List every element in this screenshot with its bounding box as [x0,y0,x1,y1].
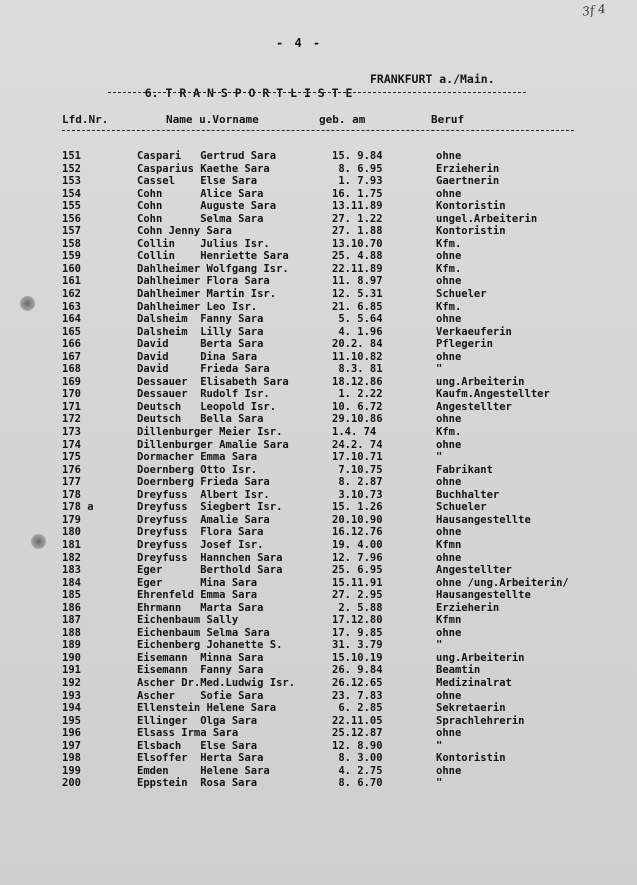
birth-date: 8. 2.87 [332,476,383,489]
row-number: 155 [62,200,81,213]
occupation: Kfmn [436,614,462,627]
person-name: Dahlheimer Martin Isr. [137,288,277,301]
birth-date: 27. 1.22 [332,212,383,225]
birth-date: 26.12.65 [332,676,383,689]
occupation: Kfmn [436,538,462,551]
birth-date: 17.10.71 [332,451,383,464]
birth-date: 18.12.86 [332,375,383,388]
person-name: Cohn Jenny Sara [137,225,232,238]
occupation: " [436,639,443,652]
birth-date: 7.10.75 [332,463,383,476]
person-name: Eichenbaum Sally [137,614,239,627]
birth-date: 8. 6.70 [332,777,383,790]
table-row [0,740,637,753]
row-number: 168 [62,363,81,376]
occupation: Sekretaerin [436,702,506,715]
row-number: 167 [62,350,81,363]
person-name: Eppstein Rosa Sara [137,777,258,790]
occupation: ohne [436,250,462,263]
row-number: 192 [62,676,81,689]
table-row [0,702,637,715]
row-number: 162 [62,288,81,301]
table-row [0,188,637,201]
person-name: Ascher Dr.Med.Ludwig Isr. [137,676,296,689]
person-name: David Berta Sara [137,338,264,351]
occupation: " [436,739,443,752]
column-header-job: Beruf [431,113,465,126]
row-number: 188 [62,626,81,639]
row-number: 174 [62,438,81,451]
birth-date: 15.10.19 [332,651,383,664]
punch-hole-bottom [31,534,46,549]
occupation: Hausangestellte [436,513,531,526]
row-number: 175 [62,451,81,464]
table-row [0,526,637,539]
row-number: 190 [62,651,81,664]
row-number: 172 [62,413,81,426]
person-name: Dillenburger Meier Isr. [137,426,283,439]
birth-date: 25. 6.95 [332,564,383,577]
occupation: ungel.Arbeiterin [436,212,538,225]
table-row [0,388,637,401]
table-row [0,602,637,615]
table-row [0,489,637,502]
occupation: ohne [436,313,462,326]
row-number: 191 [62,664,81,677]
row-number: 160 [62,262,81,275]
occupation: Angestellter [436,400,512,413]
row-number: 180 [62,526,81,539]
birth-date: 1.4. 74 [332,426,377,439]
table-row [0,627,637,640]
birth-date: 12. 5.31 [332,288,383,301]
occupation: Angestellter [436,564,512,577]
transport-list-title: 6. T R A N S P O R T L I S T E [144,86,353,100]
table-row [0,163,637,176]
table-row [0,238,637,251]
row-number: 166 [62,338,81,351]
occupation: ohne [436,187,462,200]
person-name: Dreyfuss Josef Isr. [137,538,264,551]
birth-date: 29.10.86 [332,413,383,426]
title-underline [108,92,526,93]
table-row [0,552,637,565]
occupation: Pflegerin [436,338,493,351]
person-name: Eisemann Fanny Sara [137,664,264,677]
person-name: Deutsch Leopold Isr. [137,400,277,413]
table-row [0,439,637,452]
person-name: Ellenstein Helene Sara [137,702,277,715]
table-row [0,464,637,477]
row-number: 185 [62,589,81,602]
table-row [0,476,637,489]
row-number: 181 [62,538,81,551]
occupation: ohne [436,551,462,564]
occupation: ung.Arbeiterin [436,375,525,388]
row-number: 164 [62,313,81,326]
person-name: Dreyfuss Albert Isr. [137,488,270,501]
occupation: Erzieherin [436,601,500,614]
punch-hole-top [20,296,35,311]
table-row [0,426,637,439]
row-number: 154 [62,187,81,200]
person-name: Dreyfuss Siegbert Isr. [137,501,283,514]
table-row [0,614,637,627]
birth-date: 13.10.70 [332,237,383,250]
row-number: 179 [62,513,81,526]
table-row [0,313,637,326]
occupation: Medizinalrat [436,676,512,689]
table-row [0,326,637,339]
person-name: Dahlheimer Leo Isr. [137,300,258,313]
person-name: Eichenberg Johanette S. [137,639,283,652]
birth-date: 11. 8.97 [332,275,383,288]
occupation: ohne [436,526,462,539]
birth-date: 20.10.90 [332,513,383,526]
birth-date: 16.12.76 [332,526,383,539]
city-label: FRANKFURT a./Main. [370,72,495,86]
table-row [0,564,637,577]
row-number: 153 [62,175,81,188]
row-number: 182 [62,551,81,564]
row-number: 156 [62,212,81,225]
birth-date: 27. 2.95 [332,589,383,602]
birth-date: 22.11.89 [332,262,383,275]
occupation: ohne [436,350,462,363]
row-number: 171 [62,400,81,413]
transport-list-table [0,150,637,790]
table-row [0,765,637,778]
occupation: Kfm. [436,426,462,439]
person-name: Caspari Gertrud Sara [137,150,277,162]
table-row [0,652,637,665]
occupation: Kaufm.Angestellter [436,388,550,401]
row-number: 193 [62,689,81,702]
birth-date: 21. 6.85 [332,300,383,313]
table-row [0,501,637,514]
header-underline [62,130,574,131]
birth-date: 8.3. 81 [332,363,383,376]
person-name: David Frieda Sara [137,363,270,376]
table-row [0,451,637,464]
table-row [0,539,637,552]
person-name: Dreyfuss Flora Sara [137,526,264,539]
person-name: Dalsheim Lilly Sara [137,325,264,338]
table-row [0,175,637,188]
occupation: Kontoristin [436,225,506,238]
row-number: 200 [62,777,81,790]
table-row [0,514,637,527]
birth-date: 6. 2.85 [332,702,383,715]
row-number: 163 [62,300,81,313]
person-name: Dalsheim Fanny Sara [137,313,264,326]
birth-date: 1. 2.22 [332,388,383,401]
occupation: ohne /ung.Arbeiterin/ [436,576,569,589]
person-name: Dreyfuss Amalie Sara [137,513,270,526]
table-row [0,363,637,376]
person-name: Ehrmann Marta Sara [137,601,264,614]
occupation: Schueler [436,501,487,514]
row-number: 173 [62,426,81,439]
table-row [0,727,637,740]
person-name: Dillenburger Amalie Sara [137,438,289,451]
table-row [0,639,637,652]
occupation: ohne [436,727,462,740]
row-number: 194 [62,702,81,715]
birth-date: 15.11.91 [332,576,383,589]
birth-date: 5. 5.64 [332,313,383,326]
table-row [0,777,637,790]
birth-date: 12. 7.96 [332,551,383,564]
occupation: ung.Arbeiterin [436,651,525,664]
person-name: Dahlheimer Wolfgang Isr. [137,262,289,275]
table-row [0,376,637,389]
person-name: Cassel Else Sara [137,175,258,188]
birth-date: 12. 8.90 [332,739,383,752]
row-number: 184 [62,576,81,589]
person-name: Eichenbaum Selma Sara [137,626,270,639]
row-number: 199 [62,764,81,777]
person-name: Cohn Auguste Sara [137,200,277,213]
person-name: Dessauer Rudolf Isr. [137,388,270,401]
occupation: Gaertnerin [436,175,500,188]
table-row [0,275,637,288]
column-header-dob: geb. am [319,113,366,126]
birth-date: 3.10.73 [332,488,383,501]
table-row [0,150,637,163]
birth-date: 13.11.89 [332,200,383,213]
person-name: Collin Henriette Sara [137,250,289,263]
row-number: 195 [62,714,81,727]
column-header-nr: Lfd.Nr. [62,113,109,126]
occupation: Verkaeuferin [436,325,512,338]
table-row [0,664,637,677]
person-name: Collin Julius Isr. [137,237,270,250]
person-name: Dormacher Emma Sara [137,451,258,464]
table-row [0,752,637,765]
table-row [0,213,637,226]
birth-date: 23. 7.83 [332,689,383,702]
person-name: Elsoffer Herta Sara [137,752,264,765]
handwritten-corner-mark: 3f 4 [581,1,607,19]
occupation: Kfm. [436,237,462,250]
person-name: Casparius Kaethe Sara [137,162,270,175]
row-number: 165 [62,325,81,338]
person-name: Ehrenfeld Emma Sara [137,589,258,602]
person-name: Dahlheimer Flora Sara [137,275,270,288]
person-name: Dessauer Elisabeth Sara [137,375,289,388]
birth-date: 15. 1.26 [332,501,383,514]
row-number: 197 [62,739,81,752]
person-name: David Dina Sara [137,350,258,363]
person-name: Eger Mina Sara [137,576,258,589]
row-number: 152 [62,162,81,175]
occupation: " [436,451,443,464]
person-name: Eisemann Minna Sara [137,651,264,664]
person-name: Cohn Alice Sara [137,187,264,200]
row-number: 157 [62,225,81,238]
occupation: " [436,777,443,790]
row-number: 186 [62,601,81,614]
person-name: Doernberg Frieda Sara [137,476,270,489]
row-number: 178 [62,488,81,501]
birth-date: 8. 3.00 [332,752,383,765]
row-number: 176 [62,463,81,476]
row-number: 177 [62,476,81,489]
row-number: 169 [62,375,81,388]
table-row [0,677,637,690]
person-name: Ascher Sofie Sara [137,689,264,702]
person-name: Elsass Irma Sara [137,727,239,740]
table-row [0,225,637,238]
occupation: Hausangestellte [436,589,531,602]
row-number: 161 [62,275,81,288]
occupation: Fabrikant [436,463,493,476]
table-row [0,690,637,703]
occupation: Buchhalter [436,488,500,501]
occupation: ohne [436,413,462,426]
person-name: Doernberg Otto Isr. [137,463,258,476]
row-number: 159 [62,250,81,263]
birth-date: 27. 1.88 [332,225,383,238]
row-number: 196 [62,727,81,740]
table-row [0,589,637,602]
row-number: 198 [62,752,81,765]
occupation: ohne [436,150,462,162]
birth-date: 17.12.80 [332,614,383,627]
table-row [0,351,637,364]
table-row [0,250,637,263]
birth-date: 22.11.05 [332,714,383,727]
row-number: 170 [62,388,81,401]
occupation: ohne [436,626,462,639]
occupation: ohne [436,275,462,288]
birth-date: 20.2. 84 [332,338,383,351]
occupation: Kfm. [436,300,462,313]
row-number: 189 [62,639,81,652]
occupation: Sprachlehrerin [436,714,525,727]
row-number: 178 a [62,501,94,514]
occupation: ohne [436,764,462,777]
page-number: - 4 - [276,36,323,50]
birth-date: 8. 6.95 [332,162,383,175]
birth-date: 19. 4.00 [332,538,383,551]
birth-date: 10. 6.72 [332,400,383,413]
birth-date: 17. 9.85 [332,626,383,639]
row-number: 158 [62,237,81,250]
table-row [0,288,637,301]
table-row [0,263,637,276]
table-row [0,577,637,590]
occupation: Schueler [436,288,487,301]
occupation: Kontoristin [436,200,506,213]
birth-date: 2. 5.88 [332,601,383,614]
table-row [0,200,637,213]
birth-date: 4. 1.96 [332,325,383,338]
occupation: ohne [436,438,462,451]
birth-date: 15. 9.84 [332,150,383,162]
birth-date: 24.2. 74 [332,438,383,451]
person-name: Dreyfuss Hannchen Sara [137,551,283,564]
occupation: Erzieherin [436,162,500,175]
birth-date: 11.10.82 [332,350,383,363]
person-name: Elsbach Else Sara [137,739,258,752]
person-name: Deutsch Bella Sara [137,413,264,426]
occupation: ohne [436,689,462,702]
occupation: Kfm. [436,262,462,275]
person-name: Ellinger Olga Sara [137,714,258,727]
birth-date: 1. 7.93 [332,175,383,188]
birth-date: 25.12.87 [332,727,383,740]
occupation: " [436,363,443,376]
person-name: Emden Helene Sara [137,764,270,777]
table-row [0,715,637,728]
occupation: Beamtin [436,664,481,677]
birth-date: 26. 9.84 [332,664,383,677]
person-name: Cohn Selma Sara [137,212,264,225]
table-row [0,301,637,314]
birth-date: 25. 4.88 [332,250,383,263]
row-number: 183 [62,564,81,577]
person-name: Eger Berthold Sara [137,564,283,577]
column-header-name: Name u.Vorname [166,113,259,126]
birth-date: 31. 3.79 [332,639,383,652]
table-row [0,338,637,351]
birth-date: 4. 2.75 [332,764,383,777]
table-row [0,413,637,426]
row-number: 187 [62,614,81,627]
table-row [0,401,637,414]
occupation: Kontoristin [436,752,506,765]
birth-date: 16. 1.75 [332,187,383,200]
row-number: 151 [62,150,81,162]
occupation: ohne [436,476,462,489]
